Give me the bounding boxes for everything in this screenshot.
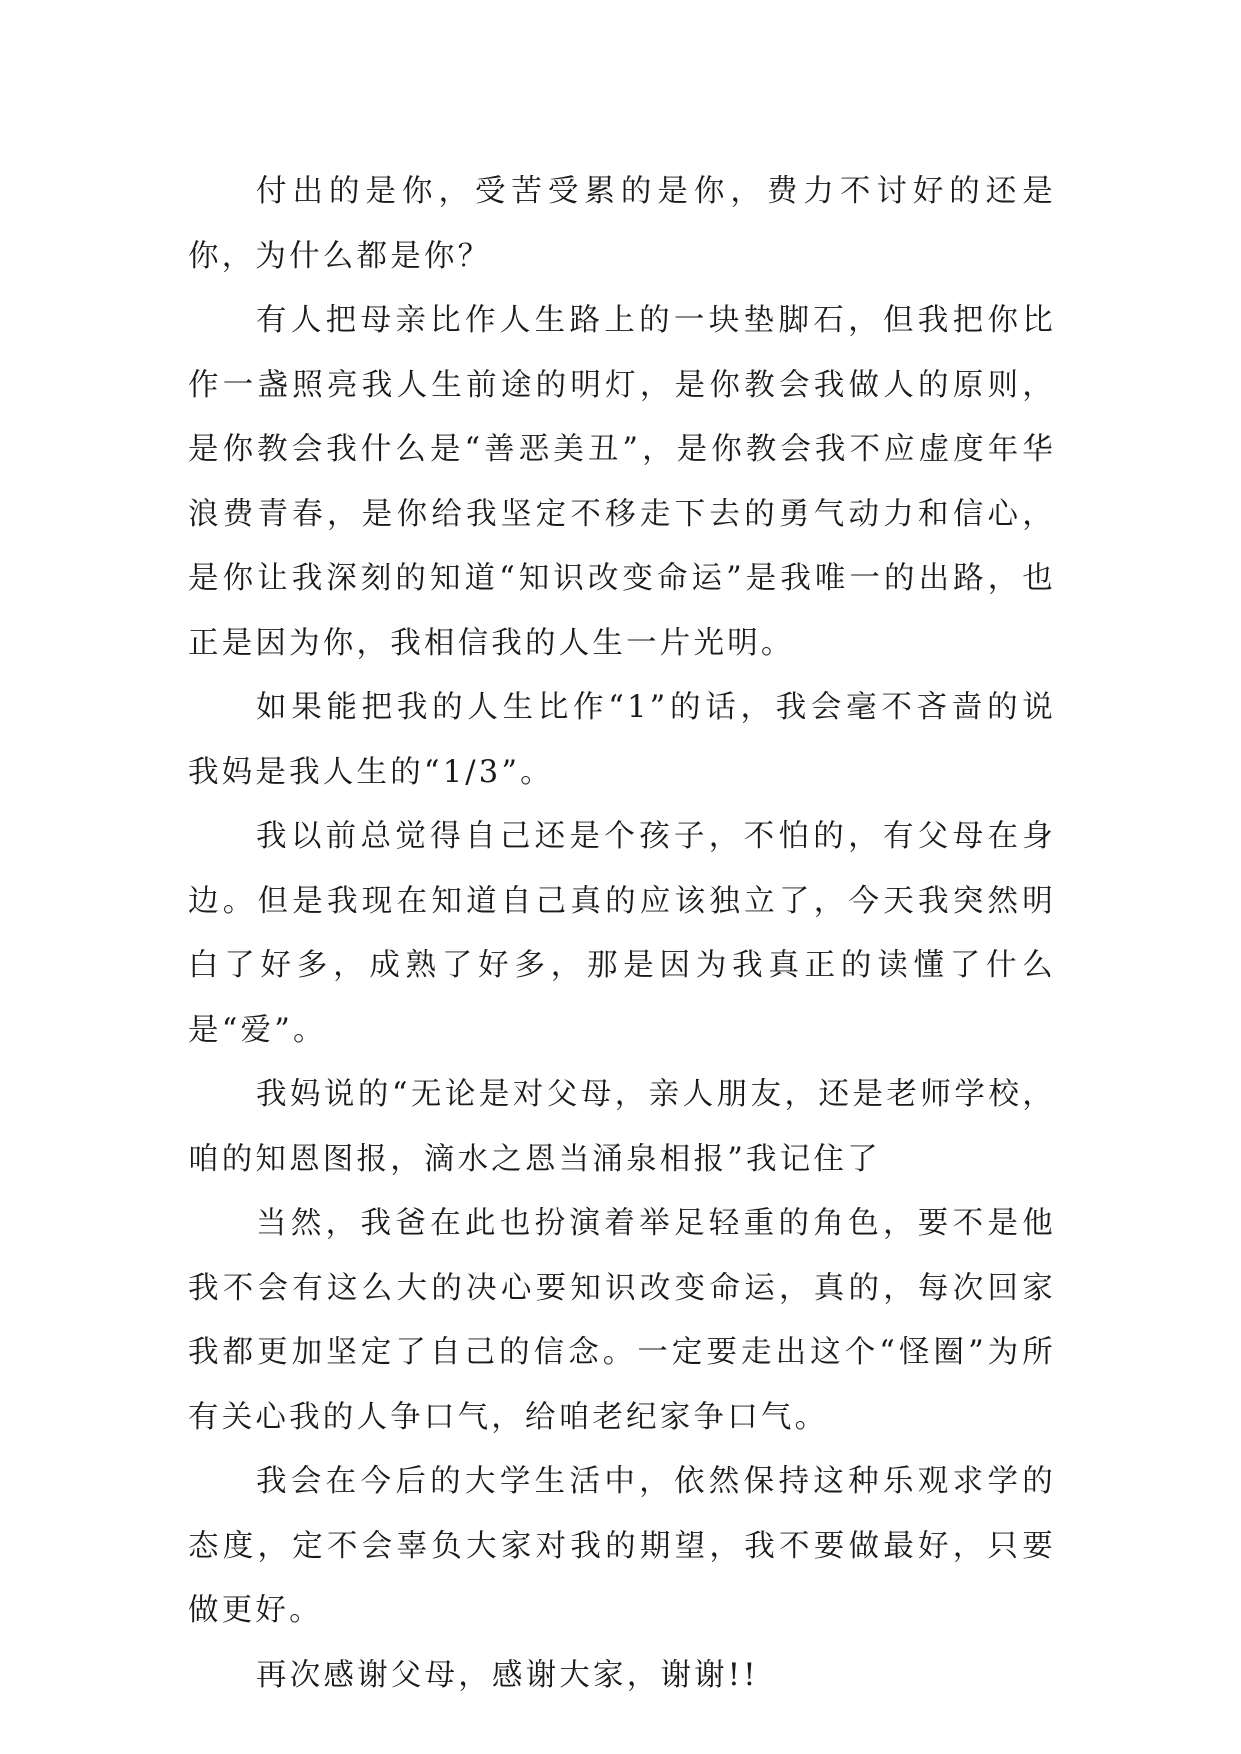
paragraph: 我妈说的“无论是对父母，亲人朋友，还是老师学校，咱的知恩图报，滴水之恩当涌泉相报”我记住了 [188, 1077, 1056, 1177]
paragraph: 我会在今后的大学生活中，依然保持这种乐观求学的态度，定不会辜负大家对我的期望，我不要做最好，只要做更好。 [188, 1464, 1056, 1628]
document-body [188, 160, 1056, 1708]
paragraph: 当然，我爸在此也扮演着举足轻重的角色，要不是他我不会有这么大的决心要知识改变命运，真的，每次回家我都更加坚定了自己的信念。一定要走出这个“怪圈”为所有关心我的人争口气，给咱老纪家争口气。 [188, 1206, 1056, 1435]
paragraph: 再次感谢父母，感谢大家，谢谢!! [256, 1657, 759, 1693]
paragraph: 有人把母亲比作人生路上的一块垫脚石，但我把你比作一盏照亮我人生前途的明灯，是你教会我做人的原则，是你教会我什么是“善恶美丑”，是你教会我不应虚度年华浪费青春，是你给我坚定不移走下去的勇气动力和信心，是你让我深刻的知道“知识改变命运”是我唯一的出路，也正是因为你，我相信我的人生一片光明。 [188, 303, 1056, 661]
paragraph: 付出的是你，受苦受累的是你，费力不讨好的还是你，为什么都是你？ [188, 174, 1056, 274]
paragraph: 如果能把我的人生比作“1”的话，我会毫不吝啬的说我妈是我人生的“1/3”。 [188, 690, 1056, 790]
paragraph: 我以前总觉得自己还是个孩子，不怕的，有父母在身边。但是我现在知道自己真的应该独立了，今天我突然明白了好多，成熟了好多，那是因为我真正的读懂了什么是“爱”。 [188, 819, 1056, 1048]
